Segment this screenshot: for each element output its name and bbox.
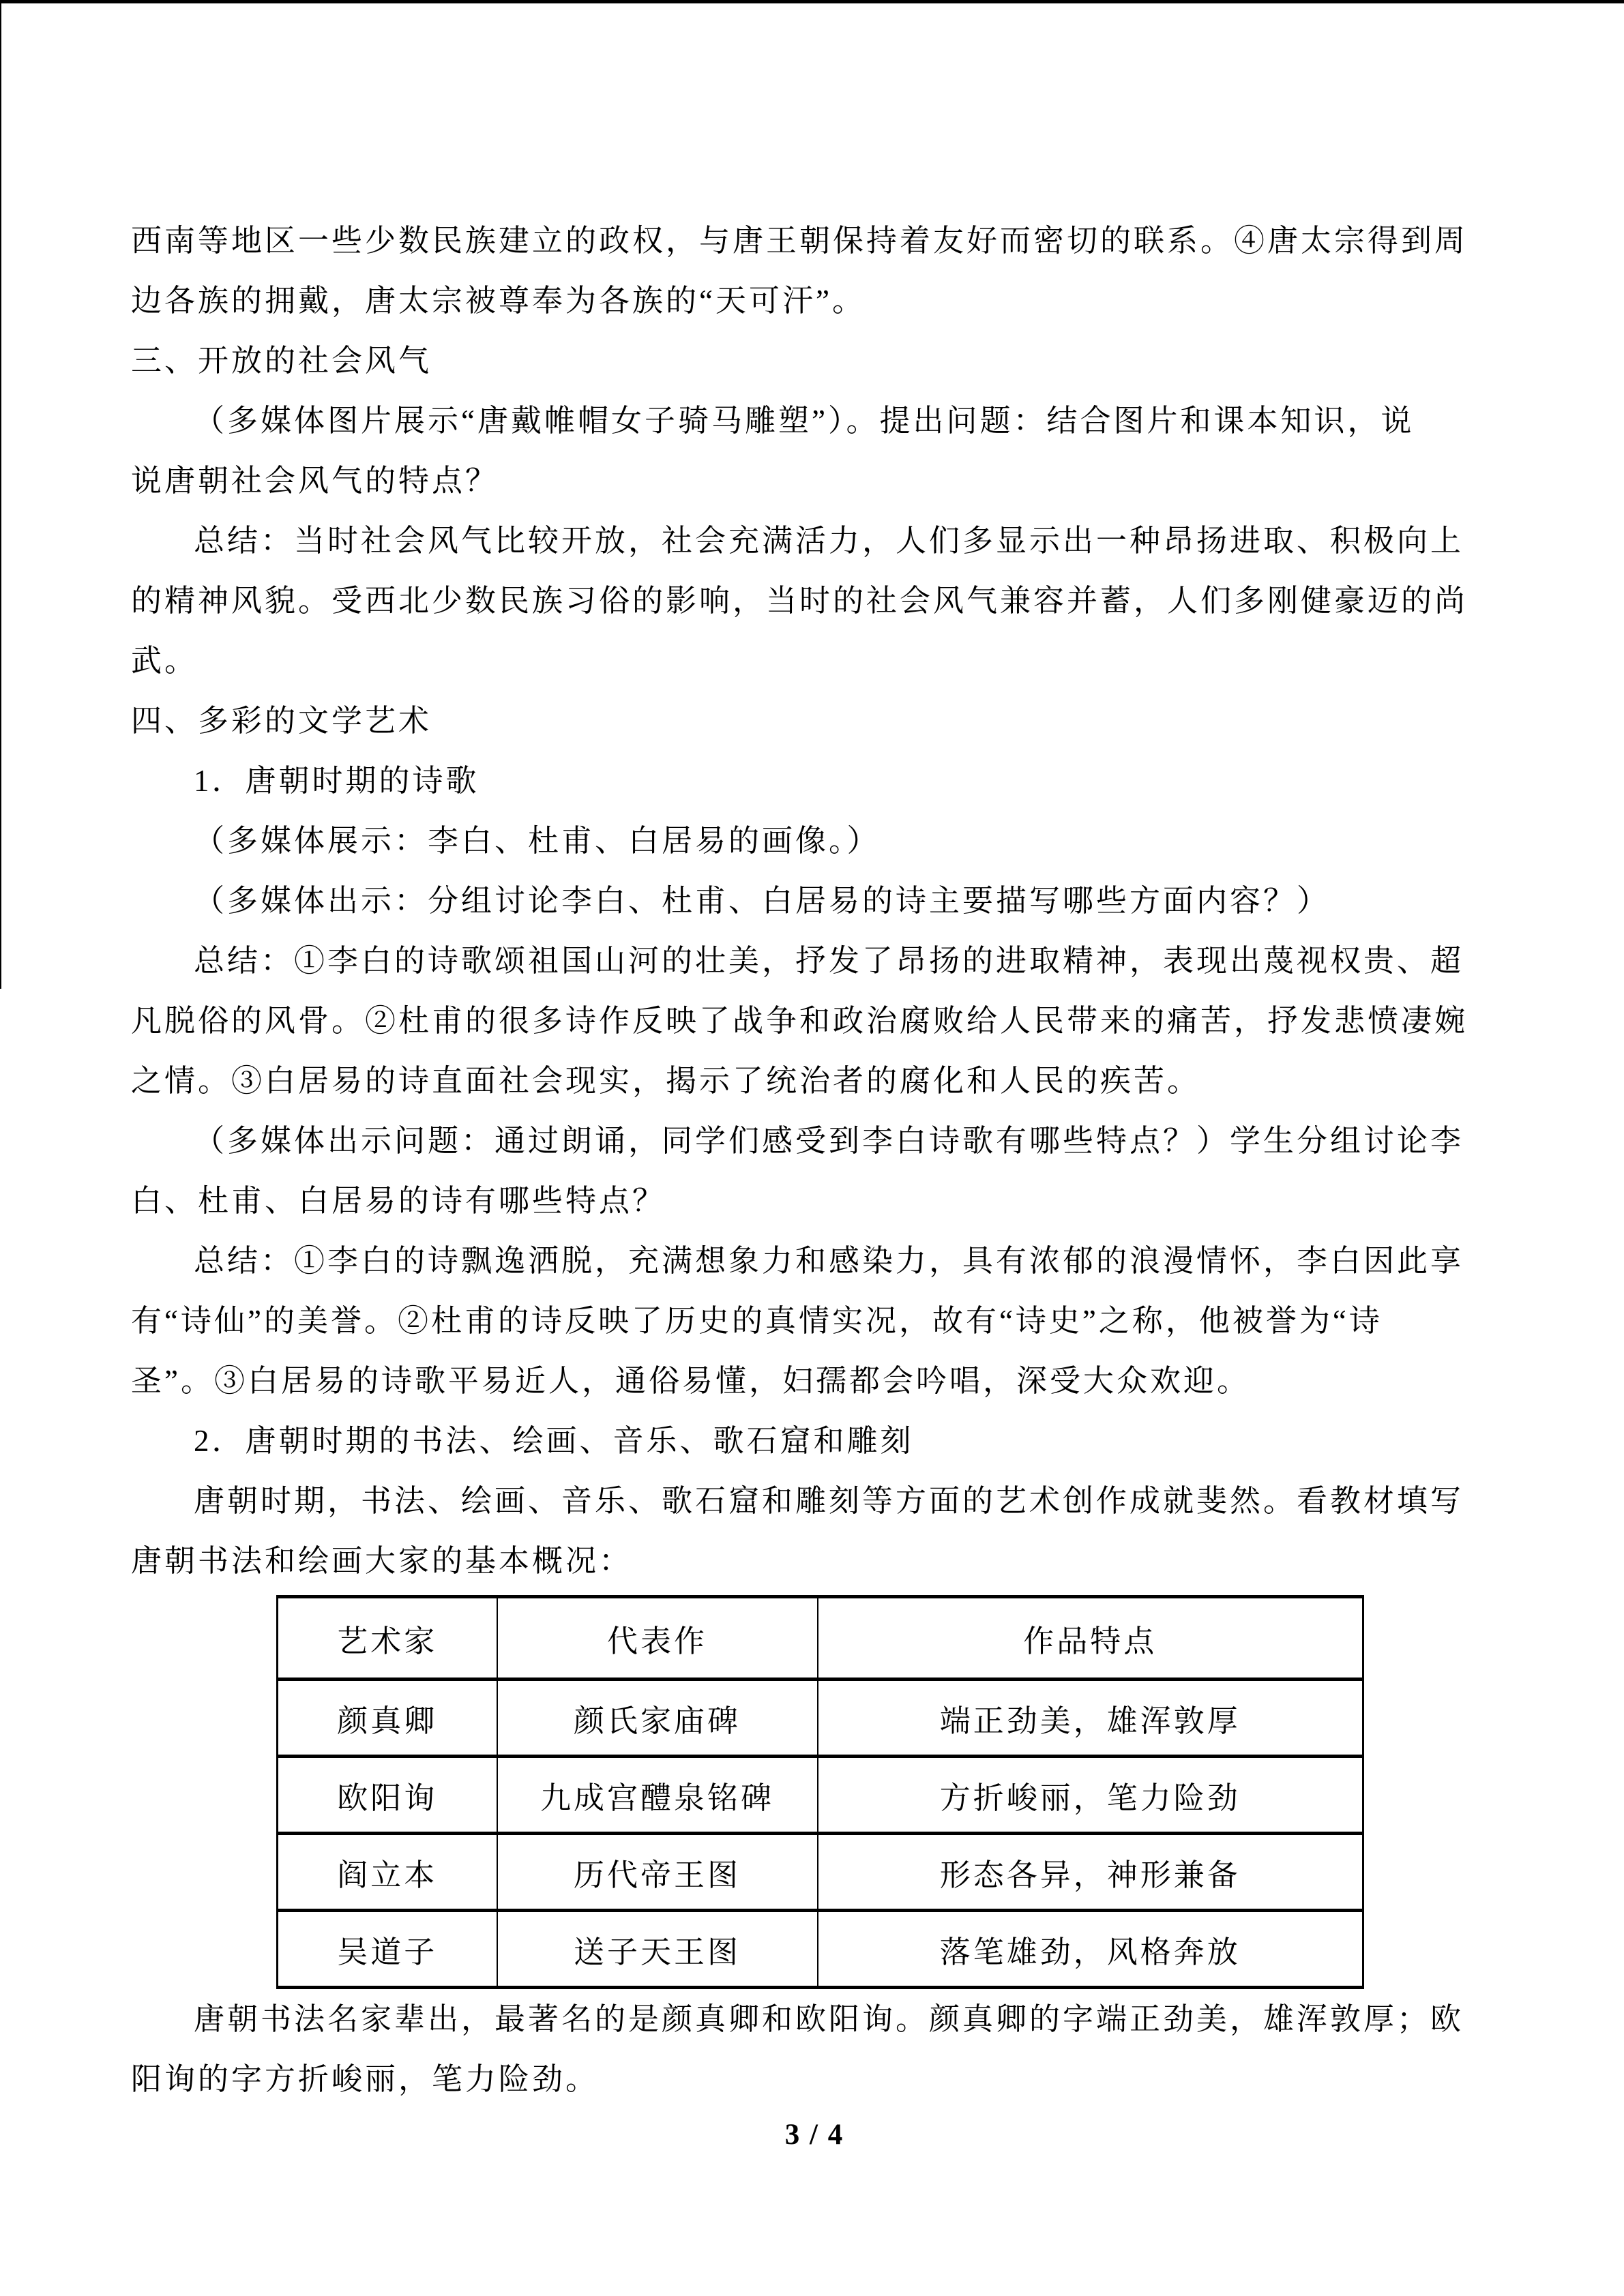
page-number: 3 / 4 [784, 2119, 844, 2151]
document-body [131, 0, 1498, 2154]
table-row [278, 1680, 1363, 1757]
body-line: 唐朝书法和绘画大家的基本概况： [131, 1544, 633, 1578]
table-cell-artist: 欧阳询 [278, 1757, 497, 1834]
body-line: 的精神风貌。受西北少数民族习俗的影响，当时的社会风气兼容并蓄，人们多刚健豪迈的尚 [131, 584, 1468, 618]
table-cell-work: 九成宫醴泉铭碑 [497, 1757, 818, 1834]
table-cell-artist: 阎立本 [278, 1834, 497, 1911]
table-cell-work: 颜氏家庙碑 [497, 1680, 818, 1757]
table-header-cell: 代表作 [497, 1597, 818, 1680]
body-line: 阳询的字方折峻丽，笔力险劲。 [131, 2062, 600, 2096]
table-cell-feature: 落笔雄劲，风格奔放 [818, 1911, 1363, 1988]
body-line: 边各族的拥戴，唐太宗被尊奉为各族的“天可汗”。 [131, 284, 866, 318]
table-cell-artist: 颜真卿 [278, 1680, 497, 1757]
body-line: 凡脱俗的风骨。②杜甫的很多诗作反映了战争和政治腐败给人民带来的痛苦，抒发悲愤凄婉 [131, 1004, 1468, 1038]
table-header-cell: 作品特点 [818, 1597, 1363, 1680]
body-line: （多媒体出示：分组讨论李白、杜甫、白居易的诗主要描写哪些方面内容？） [194, 884, 1331, 918]
body-line: （多媒体展示：李白、杜甫、白居易的画像。） [194, 824, 881, 858]
section-heading: 三、开放的社会风气 [131, 344, 432, 378]
table-row [278, 1834, 1363, 1911]
body-line: 西南等地区一些少数民族建立的政权，与唐王朝保持着友好而密切的联系。④唐太宗得到周 [131, 224, 1468, 258]
table-row [278, 1757, 1363, 1834]
artists-table [276, 1595, 1364, 1989]
body-line: 总结：①李白的诗飘逸洒脱，充满想象力和感染力，具有浓郁的浪漫情怀，李白因此享 [194, 1244, 1464, 1278]
table-cell-feature: 方折峻丽，笔力险劲 [818, 1757, 1363, 1834]
table-row [278, 1911, 1363, 1988]
body-line: 之情。③白居易的诗直面社会现实，揭示了统治者的腐化和人民的疾苦。 [131, 1064, 1201, 1098]
table-cell-feature: 形态各异，神形兼备 [818, 1834, 1363, 1911]
section-heading: 四、多彩的文学艺术 [131, 704, 432, 738]
sub-heading: 2．唐朝时期的书法、绘画、音乐、歌石窟和雕刻 [194, 1424, 914, 1458]
table-header-cell: 艺术家 [278, 1597, 497, 1680]
table-cell-feature: 端正劲美，雄浑敦厚 [818, 1680, 1363, 1757]
body-line: （多媒体出示问题：通过朗诵，同学们感受到李白诗歌有哪些特点？）学生分组讨论李 [194, 1124, 1464, 1158]
table-header-row [278, 1597, 1363, 1680]
body-line: 武。 [131, 644, 198, 678]
body-line: 圣”。③白居易的诗歌平易近人，通俗易懂，妇孺都会吟唱，深受大众欢迎。 [131, 1364, 1250, 1398]
body-line: 总结：①李白的诗歌颂祖国山河的壮美，抒发了昂扬的进取精神，表现出蔑视权贵、超 [194, 944, 1464, 978]
sub-heading: 1．唐朝时期的诗歌 [194, 764, 479, 798]
body-line: 唐朝时期，书法、绘画、音乐、歌石窟和雕刻等方面的艺术创作成就斐然。看教材填写 [194, 1484, 1464, 1518]
table-cell-artist: 吴道子 [278, 1911, 497, 1988]
body-line: 唐朝书法名家辈出，最著名的是颜真卿和欧阳询。颜真卿的字端正劲美，雄浑敦厚；欧 [194, 2002, 1464, 2036]
table-cell-work: 历代帝王图 [497, 1834, 818, 1911]
body-line: 有“诗仙”的美誉。②杜甫的诗反映了历史的真情实况，故有“诗史”之称，他被誉为“诗 [131, 1304, 1383, 1338]
body-line: 白、杜甫、白居易的诗有哪些特点？ [131, 1184, 666, 1218]
table-cell-work: 送子天王图 [497, 1911, 818, 1988]
body-line: 说唐朝社会风气的特点？ [131, 464, 499, 498]
body-line: 总结：当时社会风气比较开放，社会充满活力，人们多显示出一种昂扬进取、积极向上 [194, 524, 1464, 558]
body-line: （多媒体图片展示“唐戴帷帽女子骑马雕塑”）。提出问题：结合图片和课本知识，说 [194, 404, 1415, 438]
left-edge-line [0, 0, 1, 989]
